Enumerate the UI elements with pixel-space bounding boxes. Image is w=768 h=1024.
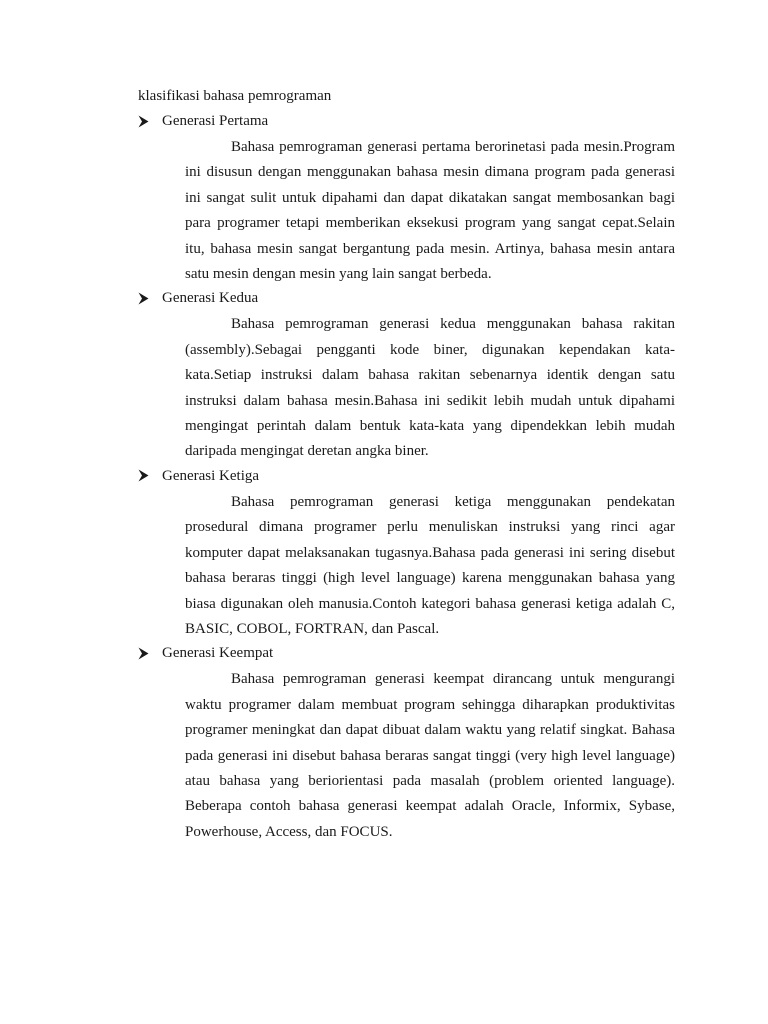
arrowhead-bullet-icon (138, 115, 149, 128)
section-heading-label: Generasi Kedua (162, 290, 259, 307)
arrowhead-bullet-icon (138, 647, 149, 660)
section-paragraph: Bahasa pemrograman generasi keempat dirancang untuk mengurangi waktu programer dalam membuat program sehingga diharapkan produktivitas programer meningkat dan dapat dibuat dalam waktu yang relatif singkat. Bahasa pada generasi ini disebut bahasa beraras sangat tinggi (very high level language) atau bahasa yang beriorientasi pada masalah (problem oriented language). Beberapa contoh bahasa generasi keempat adalah Oracle, Informix, Sybase, Powerhouse, Access, dan FOCUS. (185, 671, 675, 840)
section-heading (138, 287, 675, 309)
section-paragraph: Bahasa pemrograman generasi kedua menggunakan bahasa rakitan (assembly).Sebagai pengganti kode biner, digunakan kependakan kata-kata.Setiap instruksi dalam bahasa rakitan sebenarnya identik dengan satu instruksi dalam bahasa mesin.Bahasa ini sedikit lebih mudah untuk dipahami mengingat perintah dalam bentuk kata-kata yang dipendekkan lebih mudah daripada mengingat deretan angka biner. (185, 316, 675, 460)
section-list (138, 110, 675, 845)
arrowhead-bullet-icon (138, 469, 149, 482)
section-heading (138, 110, 675, 132)
arrowhead-bullet-icon (138, 292, 149, 305)
section-heading-label: Generasi Keempat (162, 645, 274, 662)
section-generasi-kedua (138, 287, 675, 464)
section-heading (138, 465, 675, 487)
section-heading (138, 642, 675, 664)
section-heading-label: Generasi Ketiga (162, 467, 260, 484)
section-generasi-keempat (138, 642, 675, 845)
section-generasi-ketiga (138, 465, 675, 642)
section-paragraph: Bahasa pemrograman generasi pertama berorinetasi pada mesin.Program ini disusun dengan menggunakan bahasa mesin dimana program pada generasi ini sangat sulit untuk dipahami dan dapat dikatakan sangat membosankan bagi para programer tetapi memberikan eksekusi program yang sangat cepat.Selain itu, bahasa mesin sangat bergantung pada mesin. Artinya, bahasa mesin antara satu mesin dengan mesin yang lain sangat berbeda. (185, 139, 675, 283)
section-generasi-pertama (138, 110, 675, 287)
section-paragraph: Bahasa pemrograman generasi ketiga menggunakan pendekatan prosedural dimana programer perlu menuliskan instruksi yang rinci agar komputer dapat melaksanakan tugasnya.Bahasa pada generasi ini sering disebut bahasa beraras tinggi (high level language) karena menggunakan bahasa yang biasa digunakan oleh manusia.Contoh kategori bahasa generasi ketiga adalah C, BASIC, COBOL, FORTRAN, dan Pascal. (185, 493, 675, 637)
document-title: klasifikasi bahasa pemrograman (138, 88, 332, 104)
section-heading-label: Generasi Pertama (162, 113, 269, 129)
